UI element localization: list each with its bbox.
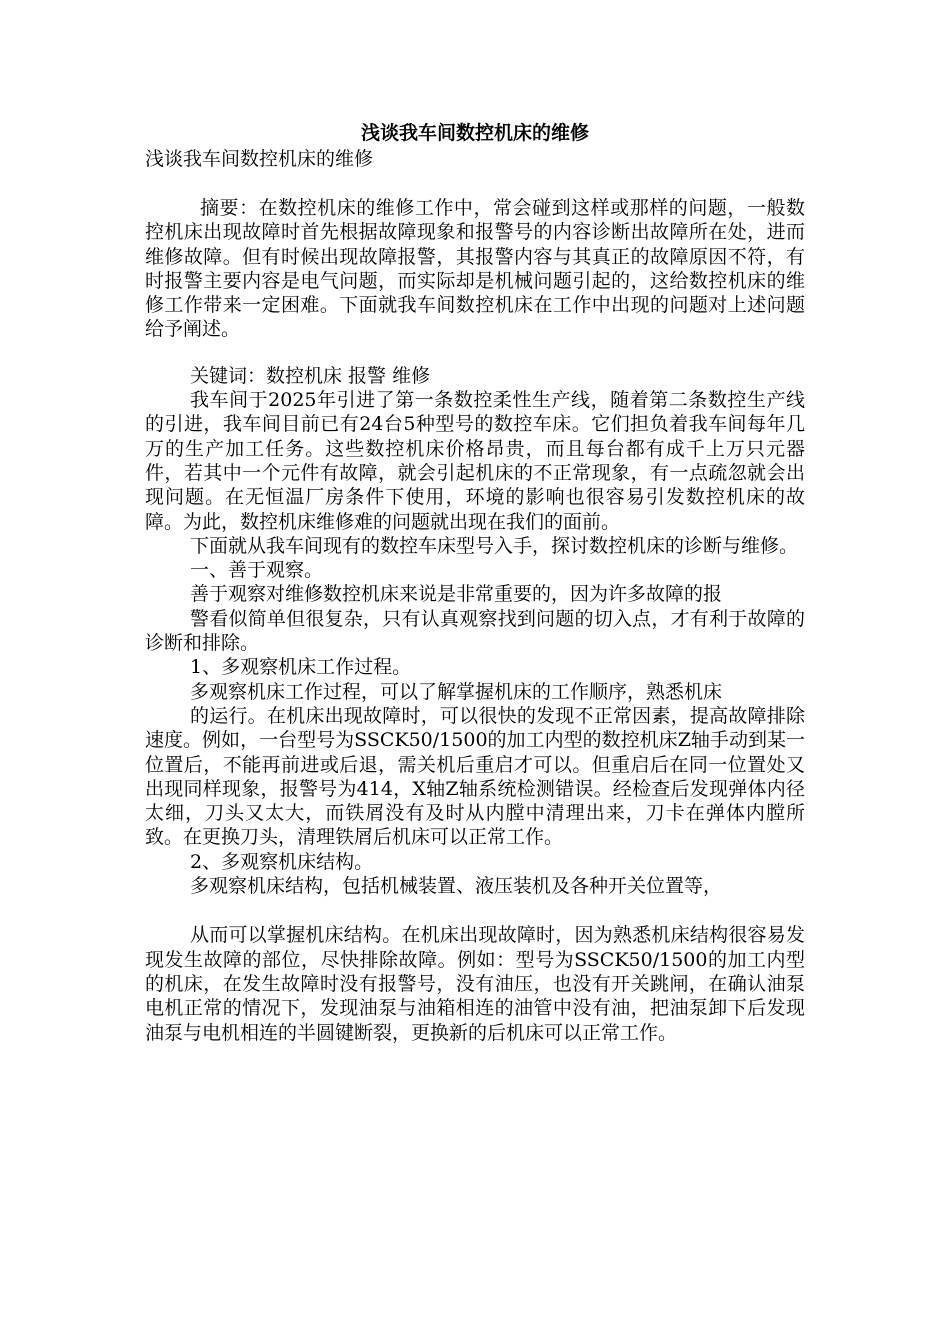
keywords-line: 关键词：数控机床 报警 维修	[190, 364, 431, 387]
document-subtitle: 浅谈我车间数控机床的维修	[145, 148, 374, 170]
subsection-heading-structure: 2、多观察机床结构。	[190, 850, 374, 873]
observe-paragraph-cont: 警看似简单但很复杂，只有认真观察找到问题的切入点，才有利于故障的诊断和排除。	[145, 607, 805, 655]
document-page	[145, 120, 805, 1045]
outline-paragraph: 下面就从我车间现有的数控车床型号入手，探讨数控机床的诊断与维修。	[190, 534, 799, 557]
subsection-heading-process: 1、多观察机床工作过程。	[190, 656, 412, 679]
section-heading-observe: 一、善于观察。	[190, 559, 324, 582]
process-paragraph-start: 多观察机床工作过程，可以了解掌握机床的工作顺序，熟悉机床	[190, 680, 723, 703]
abstract-paragraph: 摘要：在数控机床的维修工作中，常会碰到这样或那样的问题，一般数控机床出现故障时首先根据故障现象和报警号的内容诊断出故障所在处，进而维修故障。但有时候出现故障报警，其报警内容与其真正的故障原因不符，有时报警主要内容是电气问题，而实际却是机械问题引起的，这给数控机床的维修工作带来一定困难。下面就我车间数控机床在工作中出现的问题对上述问题给予阐述。	[145, 197, 805, 341]
structure-paragraph-start: 多观察机床结构，包括机械装置、液压装机及各种开关位置等，	[190, 875, 723, 898]
intro-paragraph: 我车间于2025年引进了第一条数控柔性生产线，随着第二条数控生产线的引进，我车间目前已有24台5种型号的数控车床。它们担负着我车间每年几万的生产加工任务。这些数控机床价格昂贵，而且每台都有成千上万只元器件，若其中一个元件有故障，就会引起机床的不正常现象，有一点疏忽就会出现问题。在无恒温厂房条件下使用，环境的影响也很容易引发数控机床的故障。为此，数控机床维修难的问题就出现在我们的面前。	[145, 389, 805, 533]
structure-paragraph-cont: 从而可以掌握机床结构。在机床出现故障时，因为熟悉机床结构很容易发现发生故障的部位，尽快排除故障。例如：型号为SSCK50/1500的加工内型的机床，在发生故障时没有报警号，没有油压，也没有开关跳闸，在确认油泵电机正常的情况下，发现油泵与油箱相连的油管中没有油，把油泵卸下后发现油泵与电机相连的半圆键断裂，更换新的后机床可以正常工作。	[145, 924, 805, 1044]
process-paragraph-cont: 的运行。在机床出现故障时，可以很快的发现不正常因素，提高故障排除速度。例如，一台型号为SSCK50/1500的加工内型的数控机床Z轴手动到某一位置后，不能再前进或后退，需关机后重启才可以。但重启后在同一位置处又出现同样现象，报警号为414，X轴Z轴系统检测错误。经检查后发现弹体内径太细，刀头又太大，而铁屑没有及时从内膛中清理出来，刀卡在弹体内膛所致。在更换刀头，清理铁屑后机床可以正常工作。	[145, 704, 805, 849]
observe-paragraph-start: 善于观察对维修数控机床来说是非常重要的，因为许多故障的报	[190, 583, 723, 606]
document-title: 浅谈我车间数控机床的维修	[360, 122, 589, 144]
